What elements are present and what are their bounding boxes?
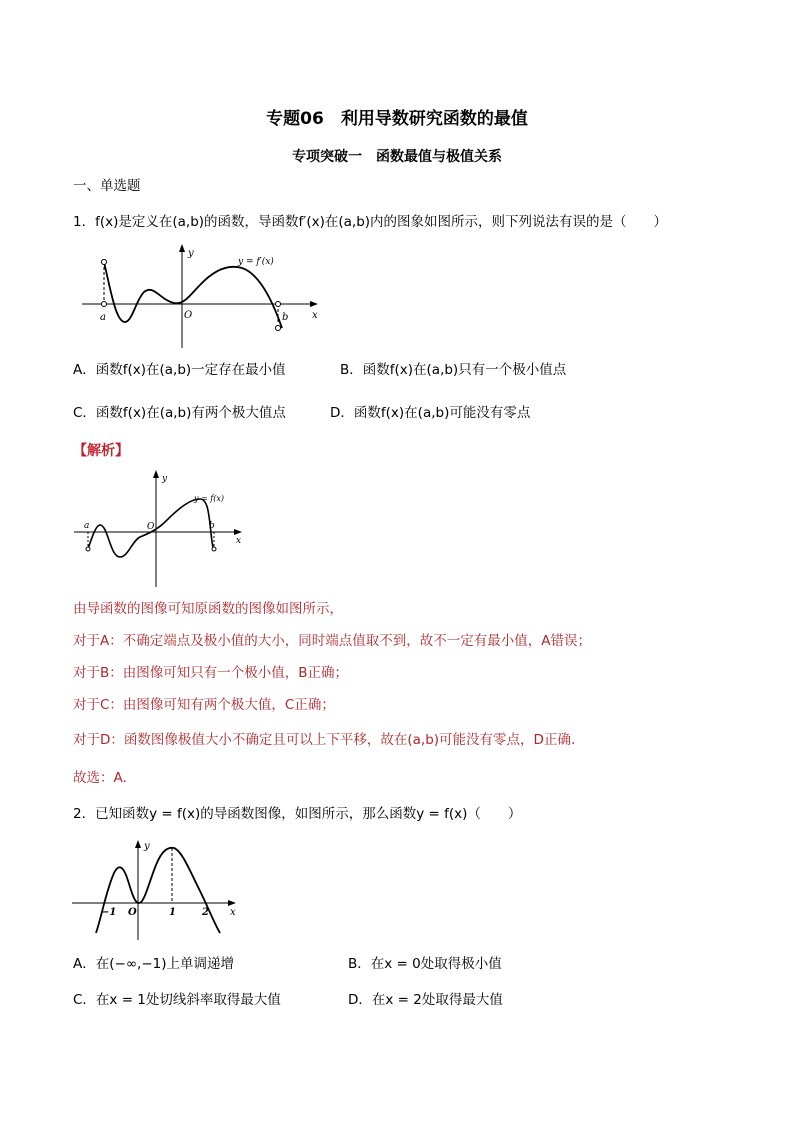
func-label: y = f′(x) bbox=[238, 257, 274, 267]
y-axis-label: y bbox=[144, 841, 150, 852]
analysis-line: 由导函数的图像可知原函数的图像如图所示， bbox=[73, 601, 343, 617]
q1-option-b: B．函数f(x)在(a,b)只有一个极小值点 bbox=[340, 362, 567, 378]
q1-derivative-graph bbox=[78, 240, 328, 350]
analysis-line: 对于D：函数图像极值大小不确定且可以上下平移，故在(a,b)可能没有零点，D正确. bbox=[73, 732, 576, 748]
derivative-curve bbox=[104, 262, 282, 328]
q1-option-a: A．函数f(x)在(a,b)一定存在最小值 bbox=[73, 362, 286, 378]
q2-stem: 2．已知函数y = f(x)的导函数图像，如图所示，那么函数y = f(x)（ ） bbox=[73, 806, 522, 822]
tick-label-2: 2 bbox=[202, 907, 209, 918]
analysis-function-graph bbox=[70, 465, 250, 590]
x-axis-arrow bbox=[234, 529, 242, 535]
y-axis-arrow bbox=[153, 470, 159, 478]
y-axis-label: y bbox=[188, 248, 194, 259]
open-dot bbox=[276, 326, 281, 331]
y-axis-arrow bbox=[179, 244, 185, 252]
func-label: y = f(x) bbox=[194, 494, 225, 503]
derivative-curve bbox=[96, 848, 220, 933]
analysis-line: 对于B：由图像可知只有一个极小值，B正确； bbox=[73, 665, 349, 681]
b-label: b bbox=[282, 312, 289, 323]
q1-option-c: C．函数f(x)在(a,b)有两个极大值点 bbox=[73, 405, 286, 421]
analysis-line: 对于A：不确定端点及极小值的大小，同时端点值取不到，故不一定有最小值，A错误； bbox=[73, 633, 591, 649]
x-axis-label: x bbox=[312, 310, 318, 321]
open-dot bbox=[102, 260, 107, 265]
open-dot bbox=[86, 547, 90, 551]
open-dot bbox=[276, 302, 281, 307]
y-axis-label: y bbox=[162, 474, 168, 484]
q1-option-d: D．函数f(x)在(a,b)可能没有零点 bbox=[330, 405, 531, 421]
q2-option-a: A．在(−∞,−1)上单调递增 bbox=[73, 956, 235, 972]
b-label: b bbox=[209, 521, 215, 531]
tick-label-neg1: −1 bbox=[101, 907, 117, 918]
a-label: a bbox=[84, 521, 90, 531]
origin-label: O bbox=[184, 310, 193, 321]
section-heading: 一、单选题 bbox=[73, 178, 141, 194]
q2-option-d: D．在x = 2处取得最大值 bbox=[348, 992, 503, 1008]
analysis-label: 【解析】 bbox=[73, 443, 129, 459]
x-axis-arrow bbox=[228, 900, 236, 906]
page-title: 专题06 利用导数研究函数的最值 bbox=[266, 109, 528, 129]
analysis-line: 对于C：由图像可知有两个极大值，C正确； bbox=[73, 697, 335, 713]
x-axis-label: x bbox=[230, 907, 236, 918]
analysis-answer: 故选：A. bbox=[73, 770, 127, 786]
tick-label-1: 1 bbox=[169, 907, 176, 918]
a-label: a bbox=[100, 312, 106, 323]
y-axis-arrow bbox=[135, 840, 141, 848]
q2-derivative-graph bbox=[68, 835, 243, 945]
origin-label: O bbox=[128, 907, 137, 918]
open-dot bbox=[212, 547, 216, 551]
x-axis-label: x bbox=[236, 536, 242, 546]
origin-label: O bbox=[147, 522, 155, 532]
q2-option-b: B．在x = 0处取得极小值 bbox=[348, 956, 502, 972]
page-subtitle: 专项突破一 函数最值与极值关系 bbox=[292, 149, 502, 165]
x-axis-arrow bbox=[310, 301, 318, 307]
open-dot bbox=[102, 302, 107, 307]
q1-stem: 1．f(x)是定义在(a,b)的函数，导函数f′(x)在(a,b)内的图象如图所示，则下列说法有误的是（ ） bbox=[73, 214, 668, 230]
q2-option-c: C．在x = 1处切线斜率取得最大值 bbox=[73, 992, 281, 1008]
